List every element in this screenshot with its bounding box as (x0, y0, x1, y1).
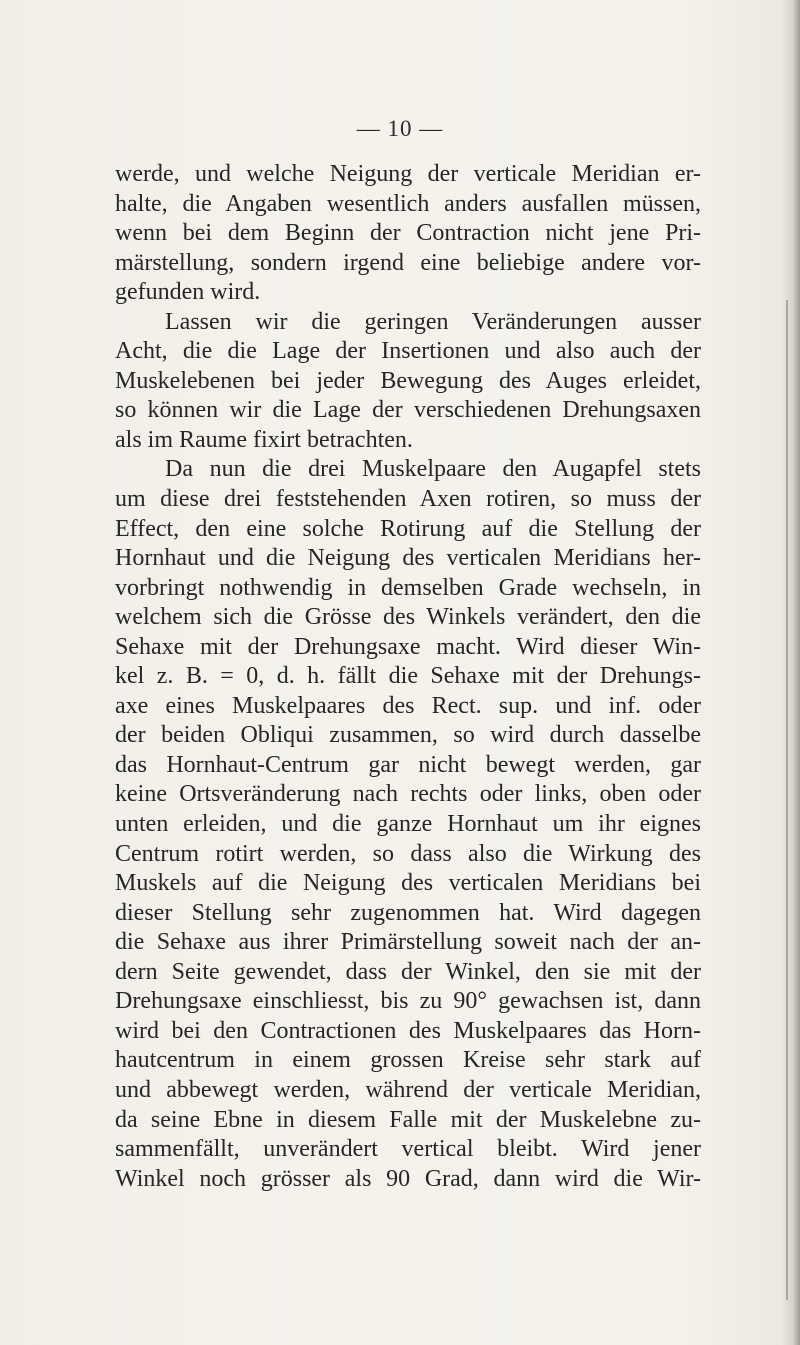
text-line: keine Ortsveränderung nach rechts oder links, oben oder (115, 781, 701, 808)
text-line: Centrum rotirt werden, so dass also die Wirkung des (115, 840, 701, 867)
text-line: da seine Ebne in diesem Falle mit der Muskelebne zu- (115, 1106, 701, 1133)
text-line: die Sehaxe aus ihrer Primärstellung soweit nach der an- (115, 929, 701, 956)
text-line: das Hornhaut-Centrum gar nicht bewegt werden, gar (115, 751, 701, 778)
text-line: als im Raume fixirt betrachten. (115, 426, 413, 453)
text-line: Hornhaut und die Neigung des verticalen Meridians her- (115, 545, 701, 572)
text-line: Winkel noch grösser als 90 Grad, dann wird die Wir- (115, 1165, 701, 1192)
text-line: Muskels auf die Neigung des verticalen Meridians bei (115, 870, 701, 897)
text-line: so können wir die Lage der verschiedenen Drehungsaxen (115, 397, 701, 424)
text-line: Acht, die die Lage der Insertionen und also auch der (115, 338, 701, 365)
text-line: dern Seite gewendet, dass der Winkel, den sie mit der (115, 958, 701, 985)
text-line: axe eines Muskelpaares des Rect. sup. und inf. oder (115, 692, 701, 719)
text-line: dieser Stellung sehr zugenommen hat. Wird dagegen (115, 899, 701, 926)
text-line: hautcentrum in einem grossen Kreise sehr stark auf (115, 1047, 701, 1074)
text-line: märstellung, sondern irgend eine beliebige andere vor- (115, 249, 701, 276)
text-line: Lassen wir die geringen Veränderungen ausser (165, 308, 701, 335)
text-line: Effect, den eine solche Rotirung auf die Stellung der (115, 515, 701, 542)
text-line: unten erleiden, und die ganze Hornhaut um ihr eignes (115, 811, 701, 838)
text-line: halte, die Angaben wesentlich anders ausfallen müssen, (115, 190, 701, 217)
page-edge-line (786, 300, 788, 1300)
text-line: Drehungsaxe einschliesst, bis zu 90° gewachsen ist, dann (115, 988, 701, 1015)
text-line: wird bei den Contractionen des Muskelpaares das Horn- (115, 1017, 701, 1044)
text-line: gefunden wird. (115, 279, 261, 306)
text-line: Da nun die drei Muskelpaare den Augapfel stets (165, 456, 701, 483)
page-number: — 10 — (356, 116, 444, 141)
text-line: Muskelebenen bei jeder Bewegung des Auges erleidet, (115, 367, 701, 394)
text-line: sammenfällt, unverändert vertical bleibt. Wird jener (115, 1136, 701, 1163)
body-text (115, 160, 701, 1194)
text-line: um diese drei feststehenden Axen rotiren, so muss der (115, 486, 701, 513)
text-line: vorbringt nothwendig in demselben Grade wechseln, in (115, 574, 701, 601)
text-line: wenn bei dem Beginn der Contraction nicht jene Pri- (115, 220, 701, 247)
page-edge-shadow (782, 0, 800, 1345)
text-line: und abbewegt werden, während der verticale Meridian, (115, 1076, 701, 1103)
text-line: Sehaxe mit der Drehungsaxe macht. Wird dieser Win- (115, 633, 701, 660)
text-line: welchem sich die Grösse des Winkels verändert, den die (115, 604, 701, 631)
text-line: der beiden Obliqui zusammen, so wird durch dasselbe (115, 722, 701, 749)
text-line: kel z. B. = 0, d. h. fällt die Sehaxe mit der Drehungs- (115, 663, 701, 690)
text-line: werde, und welche Neigung der verticale Meridian er- (115, 161, 701, 187)
